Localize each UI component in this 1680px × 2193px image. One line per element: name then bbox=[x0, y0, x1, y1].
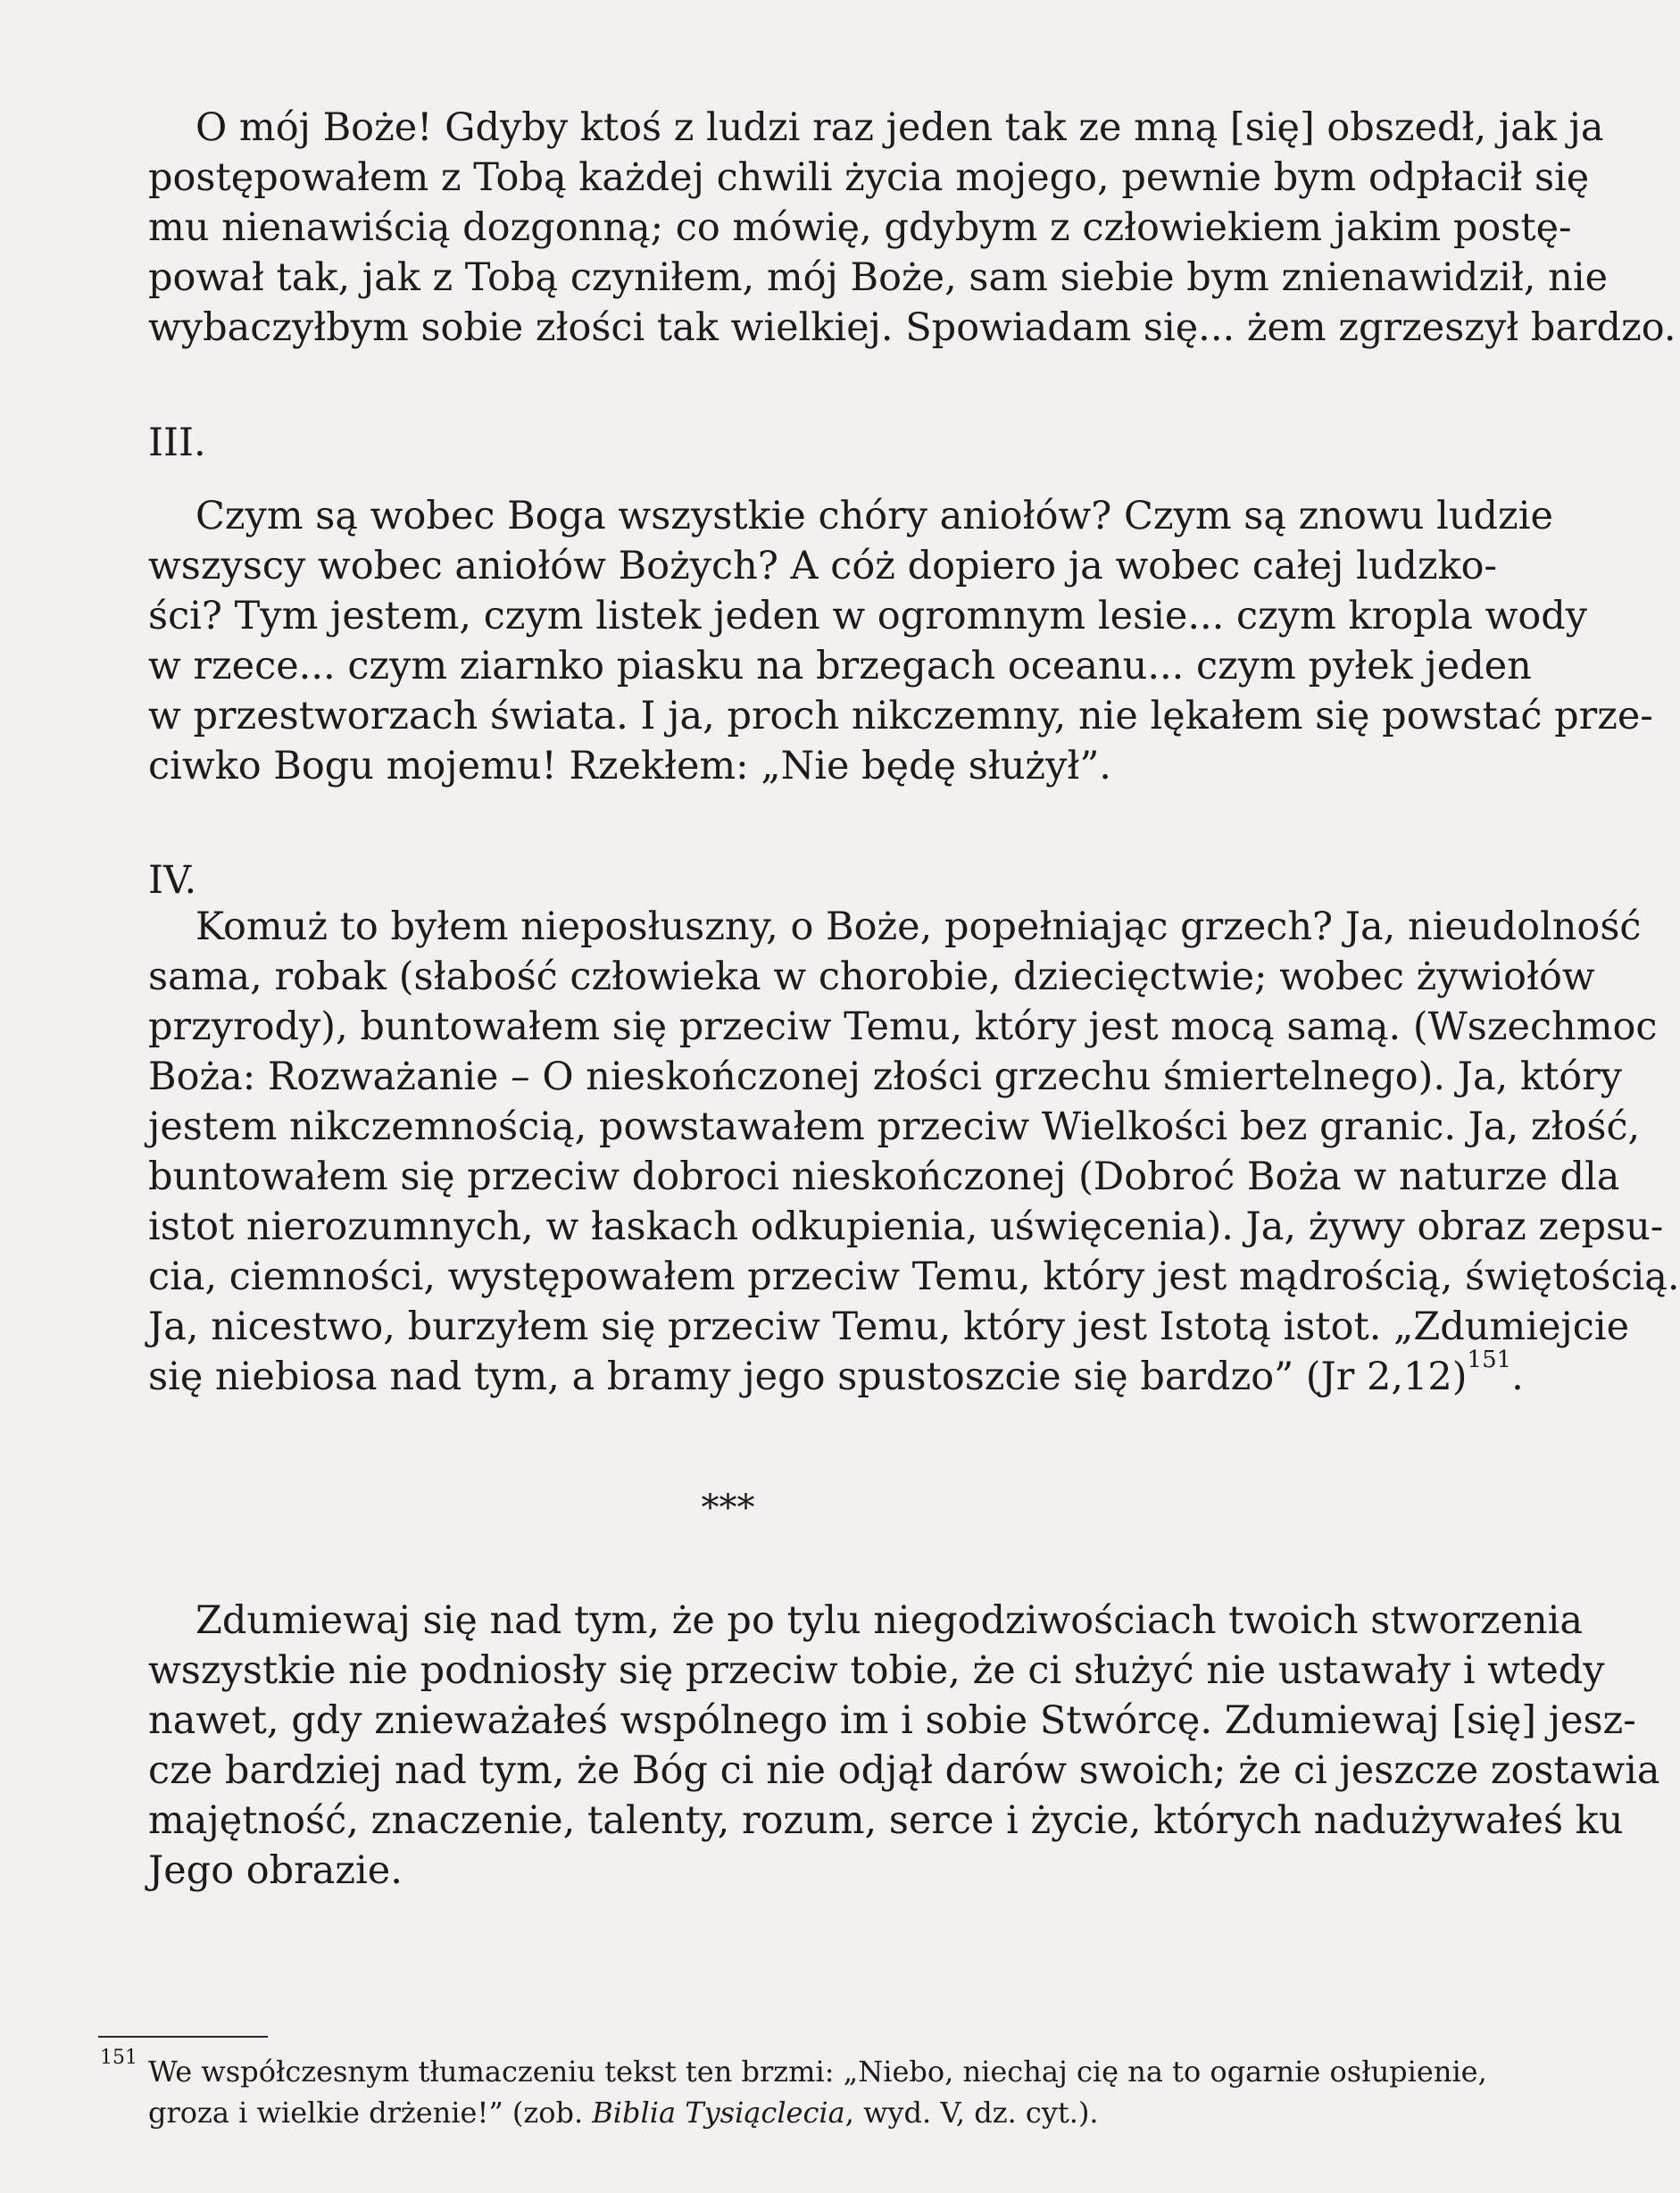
text-line: ciwko Bogu mojemu! Rzekłem: „Nie będę służył”. bbox=[148, 744, 1111, 788]
footnote-divider bbox=[98, 2036, 268, 2038]
text-line bbox=[148, 1347, 1524, 1404]
text-line: buntowałem się przeciw dobroci nieskończonej (Dobroć Boża w naturze dla bbox=[148, 1155, 1620, 1199]
section-heading-iii: III. bbox=[148, 421, 206, 465]
text-line: istot nierozumnych, w łaskach odkupienia, uświęcenia). Ja, żywy obraz zepsu- bbox=[148, 1205, 1664, 1249]
text-line: Czym są wobec Boga wszystkie chóry aniołów? Czym są znowu ludzie bbox=[195, 494, 1553, 538]
footnote-line: We współczesnym tłumaczeniu tekst ten brzmi: „Niebo, niechaj cię na to ogarnie osłupienie, bbox=[148, 2055, 1487, 2089]
footnote-number: 151 bbox=[100, 2047, 137, 2069]
text-line: cia, ciemności, występowałem przeciw Temu, który jest mądrością, świętością. bbox=[148, 1255, 1680, 1299]
footnote-reference[interactable]: 151 bbox=[1467, 1347, 1512, 1373]
text-line: majętność, znaczenie, talenty, rozum, serce i życie, których nadużywałeś ku bbox=[148, 1798, 1624, 1843]
text-line: O mój Boże! Gdyby ktoś z ludzi raz jeden tak ze mną [się] obszedł, jak ja bbox=[195, 105, 1604, 150]
footnote-title: Biblia Tysiąclecia bbox=[592, 2096, 845, 2130]
text-line-content: się niebiosa nad tym, a bramy jego spustoszcie się bardzo” (Jr 2,12) bbox=[148, 1355, 1468, 1399]
text-line: w rzece... czym ziarnko piasku na brzegach oceanu... czym pyłek jeden bbox=[148, 644, 1532, 688]
footnote-text: groza i wielkie drżenie!” (zob. bbox=[148, 2096, 593, 2130]
footnote-text: , wyd. V, dz. cyt.). bbox=[844, 2096, 1099, 2130]
text-line: cze bardziej nad tym, że Bóg ci nie odjął darów swoich; że ci jeszcze zostawia bbox=[148, 1748, 1660, 1793]
text-line: mu nienawiścią dozgonną; co mówię, gdybym z człowiekiem jakim postę- bbox=[148, 205, 1572, 250]
footnote-line bbox=[148, 2092, 1099, 2133]
text-line: jestem nikczemnością, powstawałem przeciw Wielkości bez granic. Ja, złość, bbox=[148, 1105, 1641, 1149]
text-line: Zdumiewaj się nad tym, że po tylu niegodziwościach twoich stworzenia bbox=[195, 1598, 1584, 1643]
text-line-end: . bbox=[1511, 1355, 1524, 1399]
text-line: pował tak, jak z Tobą czyniłem, mój Boże, sam siebie bym znienawidził, nie bbox=[148, 255, 1609, 300]
text-line: Boża: Rozważanie – O nieskończonej złości grzechu śmiertelnego). Ja, który bbox=[148, 1055, 1623, 1099]
text-line: postępowałem z Tobą każdej chwili życia mojego, pewnie bym odpłacił się bbox=[148, 155, 1590, 200]
text-line: Ja, nicestwo, burzyłem się przeciw Temu, który jest Istotą istot. „Zdumiejcie bbox=[148, 1305, 1630, 1349]
text-line: wybaczyłbym sobie złości tak wielkiej. Spowiadam się... żem zgrzeszył bardzo. bbox=[148, 305, 1676, 350]
text-line: wszyscy wobec aniołów Bożych? A cóż dopiero ja wobec całej ludzko- bbox=[148, 544, 1498, 588]
section-heading-iv: IV. bbox=[148, 858, 197, 903]
text-line: sama, robak (słabość człowieka w chorobie, dziecięctwie; wobec żywiołów bbox=[148, 955, 1595, 999]
section-separator: *** bbox=[701, 1488, 755, 1529]
text-line: nawet, gdy znieważałeś wspólnego im i sobie Stwórcę. Zdumiewaj [się] jesz- bbox=[148, 1698, 1636, 1743]
text-line: przyrody), buntowałem się przeciw Temu, który jest mocą samą. (Wszechmoc bbox=[148, 1005, 1658, 1049]
text-line: Komuż to byłem nieposłuszny, o Boże, popełniając grzech? Ja, nieudolność bbox=[195, 905, 1642, 949]
text-line: w przestworzach świata. I ja, proch nikczemny, nie lękałem się powstać prze- bbox=[148, 694, 1653, 738]
text-line: Jego obrazie. bbox=[148, 1848, 403, 1893]
text-line: wszystkie nie podniosły się przeciw tobie, że ci służyć nie ustawały i wtedy bbox=[148, 1648, 1605, 1693]
text-line: ści? Tym jestem, czym listek jeden w ogromnym lesie... czym kropla wody bbox=[148, 594, 1588, 638]
